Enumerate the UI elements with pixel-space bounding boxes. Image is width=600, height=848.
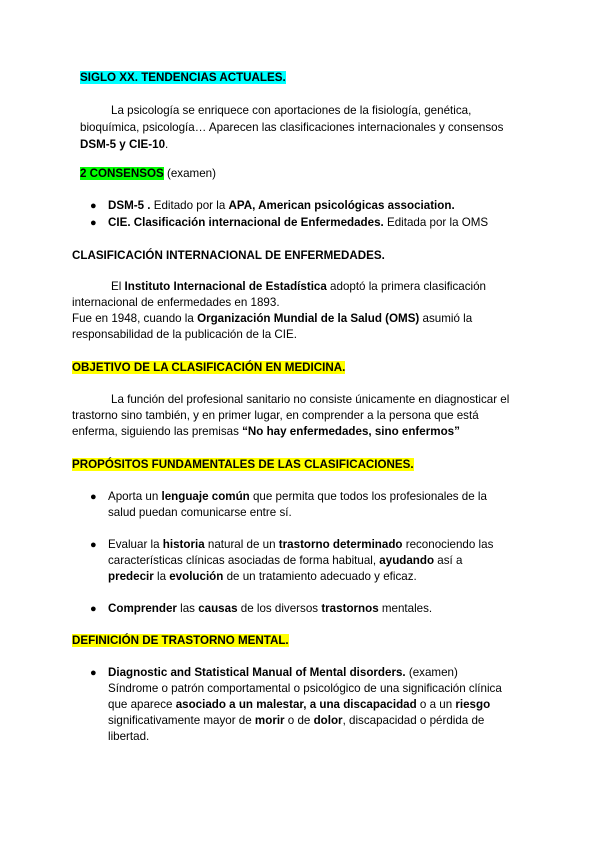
heading-consensos: 2 CONSENSOS (examen): [80, 167, 216, 180]
list-item-cont: libertad.: [108, 730, 150, 743]
list-item-cont: significativamente mayor de morir o de dolor, discapacidad o pérdida de: [108, 714, 485, 727]
bullet-icon: ●: [90, 217, 97, 229]
list-item: DSM-5 . Editado por la APA, American psicológicas association.: [108, 199, 455, 212]
bullet-icon: ●: [90, 491, 97, 503]
list-item-cont: características clínicas asociadas de forma habitual, ayudando así a: [108, 554, 463, 567]
para-line: enferma, siguiendo las premisas “No hay enfermedades, sino enfermos”: [72, 425, 460, 438]
heading-clasificacion: CLASIFICACIÓN INTERNACIONAL DE ENFERMEDADES.: [72, 249, 385, 262]
para-line: internacional de enfermedades en 1893.: [72, 296, 280, 309]
para-line: El Instituto Internacional de Estadística adoptó la primera clasificación: [111, 280, 486, 293]
heading-definicion: DEFINICIÓN DE TRASTORNO MENTAL.: [72, 634, 289, 647]
list-item-cont: que aparece asociado a un malestar, a una discapacidad o a un riesgo: [108, 698, 491, 711]
bullet-icon: ●: [90, 539, 97, 551]
list-item: Aporta un lenguaje común que permita que todos los profesionales de la: [108, 490, 487, 503]
heading-siglo-xx: SIGLO XX. TENDENCIAS ACTUALES.: [80, 71, 286, 84]
list-item: Evaluar la historia natural de un trastorno determinado reconociendo las: [108, 538, 494, 551]
para-line: responsabilidad de la publicación de la CIE.: [72, 328, 297, 341]
list-item-cont: salud puedan comunicarse entre sí.: [108, 506, 292, 519]
list-item: Comprender las causas de los diversos trastornos mentales.: [108, 602, 433, 615]
list-item: Diagnostic and Statistical Manual of Mental disorders. (examen): [108, 666, 458, 679]
para-line: La función del profesional sanitario no consiste únicamente en diagnosticar el: [111, 393, 510, 406]
list-item-cont: predecir la evolución de un tratamiento adecuado y eficaz.: [108, 570, 417, 583]
para-line: Fue en 1948, cuando la Organización Mundial de la Salud (OMS) asumió la: [72, 312, 473, 325]
list-item: CIE. Clasificación internacional de Enfermedades. Editada por la OMS: [108, 216, 489, 229]
bullet-icon: ●: [90, 200, 97, 212]
bullet-icon: ●: [90, 667, 97, 679]
para-line: La psicología se enriquece con aportaciones de la fisiología, genética,: [111, 104, 472, 117]
para-line: bioquímica, psicología… Aparecen las clasificaciones internacionales y consensos: [80, 121, 504, 134]
para-line: DSM-5 y CIE-10.: [80, 138, 169, 151]
heading-objetivo: OBJETIVO DE LA CLASIFICACIÓN EN MEDICINA.: [72, 361, 346, 374]
list-item-cont: Síndrome o patrón comportamental o psicológico de una significación clínica: [108, 682, 502, 695]
bullet-icon: ●: [90, 603, 97, 615]
heading-propositos: PROPÓSITOS FUNDAMENTALES DE LAS CLASIFICACIONES.: [72, 458, 414, 471]
para-line: trastorno sino también, y en primer lugar, en comprender a la persona que está: [72, 409, 479, 422]
